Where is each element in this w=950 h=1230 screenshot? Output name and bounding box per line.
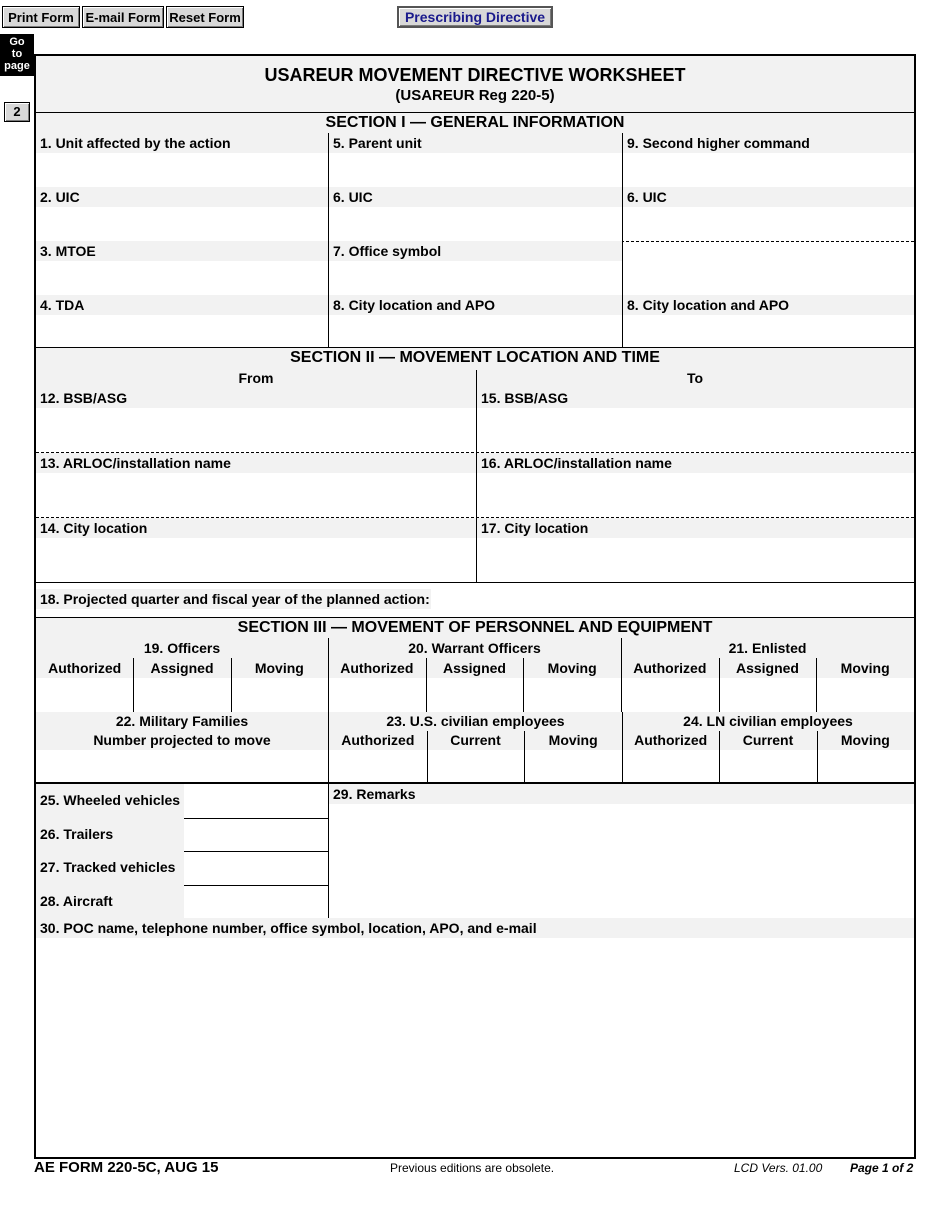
count-field[interactable] <box>622 750 719 782</box>
version-label: LCD Vers. 01.00 <box>734 1161 823 1175</box>
section-1-heading: SECTION I — GENERAL INFORMATION <box>36 113 914 133</box>
personnel-table-1 <box>36 638 914 712</box>
uic-label-1: 2. UIC <box>36 187 328 207</box>
divider <box>427 731 428 782</box>
email-form-button[interactable]: E-mail Form <box>82 6 164 28</box>
vehicle-label: 26. Trailers <box>36 818 184 852</box>
form-id: AE FORM 220-5C, AUG 15 <box>34 1159 219 1176</box>
column-header: Authorized <box>634 732 708 748</box>
go-to-page-label: Go to page <box>0 34 34 76</box>
count-field[interactable] <box>524 750 622 782</box>
section-3-heading: SECTION III — MOVEMENT OF PERSONNEL AND EQUIPMENT <box>36 618 914 638</box>
count-field[interactable] <box>426 678 524 712</box>
divider <box>719 731 720 782</box>
to-arloc-field[interactable] <box>477 473 914 517</box>
group-title: 23. U.S. civilian employees <box>386 713 565 729</box>
group-title: 21. Enlisted <box>728 640 807 656</box>
vehicle-count-field[interactable] <box>184 818 328 852</box>
uic-field-3[interactable] <box>623 207 914 241</box>
column-header: Authorized <box>48 660 122 676</box>
mtoe-field[interactable] <box>36 261 328 295</box>
count-field[interactable] <box>329 750 427 782</box>
vehicles-block <box>36 784 328 918</box>
divider <box>184 885 328 886</box>
to-arloc-label: 16. ARLOC/installation name <box>477 453 914 473</box>
city-location-apo-label-1: 8. City location and APO <box>329 295 622 315</box>
vehicle-count-field[interactable] <box>184 885 328 919</box>
to-heading: To <box>686 370 704 386</box>
column-header: Current <box>742 732 794 748</box>
form-title: USAREUR MOVEMENT DIRECTIVE WORKSHEET <box>264 65 686 85</box>
count-field[interactable] <box>816 678 914 712</box>
divider <box>817 731 818 782</box>
from-heading: From <box>238 370 274 386</box>
vehicle-label: 27. Tracked vehicles <box>36 851 184 885</box>
divider <box>523 658 524 712</box>
poc-label: 30. POC name, telephone number, office symbol, location, APO, and e-mail <box>36 918 914 938</box>
mtoe-label: 3. MTOE <box>36 241 328 261</box>
office-symbol-label: 7. Office symbol <box>329 241 622 261</box>
prescribing-directive-button[interactable]: Prescribing Directive <box>397 6 553 28</box>
from-city-location-label: 14. City location <box>36 518 476 538</box>
group-title: 20. Warrant Officers <box>408 640 541 656</box>
from-bsb-asg-field[interactable] <box>36 408 476 452</box>
divider <box>719 658 720 712</box>
from-arloc-label: 13. ARLOC/installation name <box>36 453 476 473</box>
divider <box>622 712 623 782</box>
column-header: Assigned <box>442 660 506 676</box>
column-header: Moving <box>840 732 890 748</box>
uic-field-1[interactable] <box>36 207 328 241</box>
second-higher-command-label: 9. Second higher command <box>623 133 914 153</box>
page-2-button[interactable]: 2 <box>4 102 30 122</box>
reset-form-button[interactable]: Reset Form <box>166 6 244 28</box>
count-field[interactable] <box>719 750 816 782</box>
military-families-field[interactable] <box>36 750 328 782</box>
to-bsb-asg-label: 15. BSB/ASG <box>477 388 914 408</box>
count-field[interactable] <box>231 678 328 712</box>
to-city-location-field[interactable] <box>477 538 914 582</box>
column-header: Moving <box>547 660 597 676</box>
divider <box>328 638 329 712</box>
divider <box>621 638 622 712</box>
count-field[interactable] <box>621 678 719 712</box>
personnel-table-2 <box>329 712 914 782</box>
to-bsb-asg-field[interactable] <box>477 408 914 452</box>
movement-directive-form <box>34 54 916 1159</box>
unit-affected-label: 1. Unit affected by the action <box>36 133 328 153</box>
count-field[interactable] <box>133 678 230 712</box>
column-header: Authorized <box>340 660 414 676</box>
to-city-location-label: 17. City location <box>477 518 914 538</box>
column-header: Moving <box>548 732 598 748</box>
column-header: Current <box>450 732 501 748</box>
page-number: Page 1 of 2 <box>850 1161 914 1175</box>
divider <box>524 731 525 782</box>
office-symbol-field[interactable] <box>329 261 622 295</box>
count-field[interactable] <box>817 750 914 782</box>
tda-label: 4. TDA <box>36 295 328 315</box>
vehicle-count-field[interactable] <box>184 851 328 885</box>
column-header: Authorized <box>341 732 415 748</box>
uic-label-3: 6. UIC <box>623 187 914 207</box>
from-arloc-field[interactable] <box>36 473 476 517</box>
military-families-title: 22. Military Families <box>115 713 249 729</box>
tda-field[interactable] <box>36 315 328 347</box>
count-field[interactable] <box>523 678 621 712</box>
from-bsb-asg-label: 12. BSB/ASG <box>36 388 476 408</box>
column-header: Moving <box>840 660 890 676</box>
remarks-label: 29. Remarks <box>329 784 914 804</box>
second-higher-command-field[interactable] <box>623 153 914 187</box>
title-block <box>36 56 914 112</box>
divider <box>816 658 817 712</box>
vehicle-label: 25. Wheeled vehicles <box>36 784 184 818</box>
city-location-apo-field-2[interactable] <box>623 315 914 347</box>
uic-field-2[interactable] <box>329 207 622 241</box>
group-title: 19. Officers <box>143 640 221 656</box>
count-field[interactable] <box>719 678 817 712</box>
print-form-button[interactable]: Print Form <box>2 6 80 28</box>
count-field[interactable] <box>36 678 133 712</box>
divider <box>184 818 328 819</box>
count-field[interactable] <box>328 678 426 712</box>
divider <box>231 658 232 712</box>
from-city-location-field[interactable] <box>36 538 476 582</box>
group-title: 24. LN civilian employees <box>683 713 853 729</box>
form-subtitle: (USAREUR Reg 220-5) <box>395 87 555 104</box>
uic-label-2: 6. UIC <box>329 187 622 207</box>
divider <box>426 658 427 712</box>
divider <box>133 658 134 712</box>
projected-quarter-label: 18. Projected quarter and fiscal year of the planned action: <box>36 589 431 609</box>
poc-field[interactable] <box>36 938 914 1157</box>
projected-quarter-field[interactable] <box>431 583 914 617</box>
divider <box>184 851 328 852</box>
remarks-field[interactable] <box>329 804 914 918</box>
count-field[interactable] <box>427 750 525 782</box>
city-location-apo-label-2: 8. City location and APO <box>623 295 914 315</box>
vehicle-count-field[interactable] <box>184 784 328 818</box>
unit-affected-field[interactable] <box>36 153 328 187</box>
parent-unit-label: 5. Parent unit <box>329 133 622 153</box>
section-2-heading: SECTION II — MOVEMENT LOCATION AND TIME <box>36 348 914 368</box>
parent-unit-field[interactable] <box>329 153 622 187</box>
column-header: Assigned <box>735 660 799 676</box>
obsolete-notice: Previous editions are obsolete. <box>390 1161 555 1175</box>
column-header: Assigned <box>150 660 214 676</box>
column-header: Authorized <box>633 660 707 676</box>
vehicle-label: 28. Aircraft <box>36 885 184 919</box>
city-location-apo-field-1[interactable] <box>329 315 622 347</box>
military-families-subtitle: Number projected to move <box>93 732 271 748</box>
column-header: Moving <box>254 660 304 676</box>
